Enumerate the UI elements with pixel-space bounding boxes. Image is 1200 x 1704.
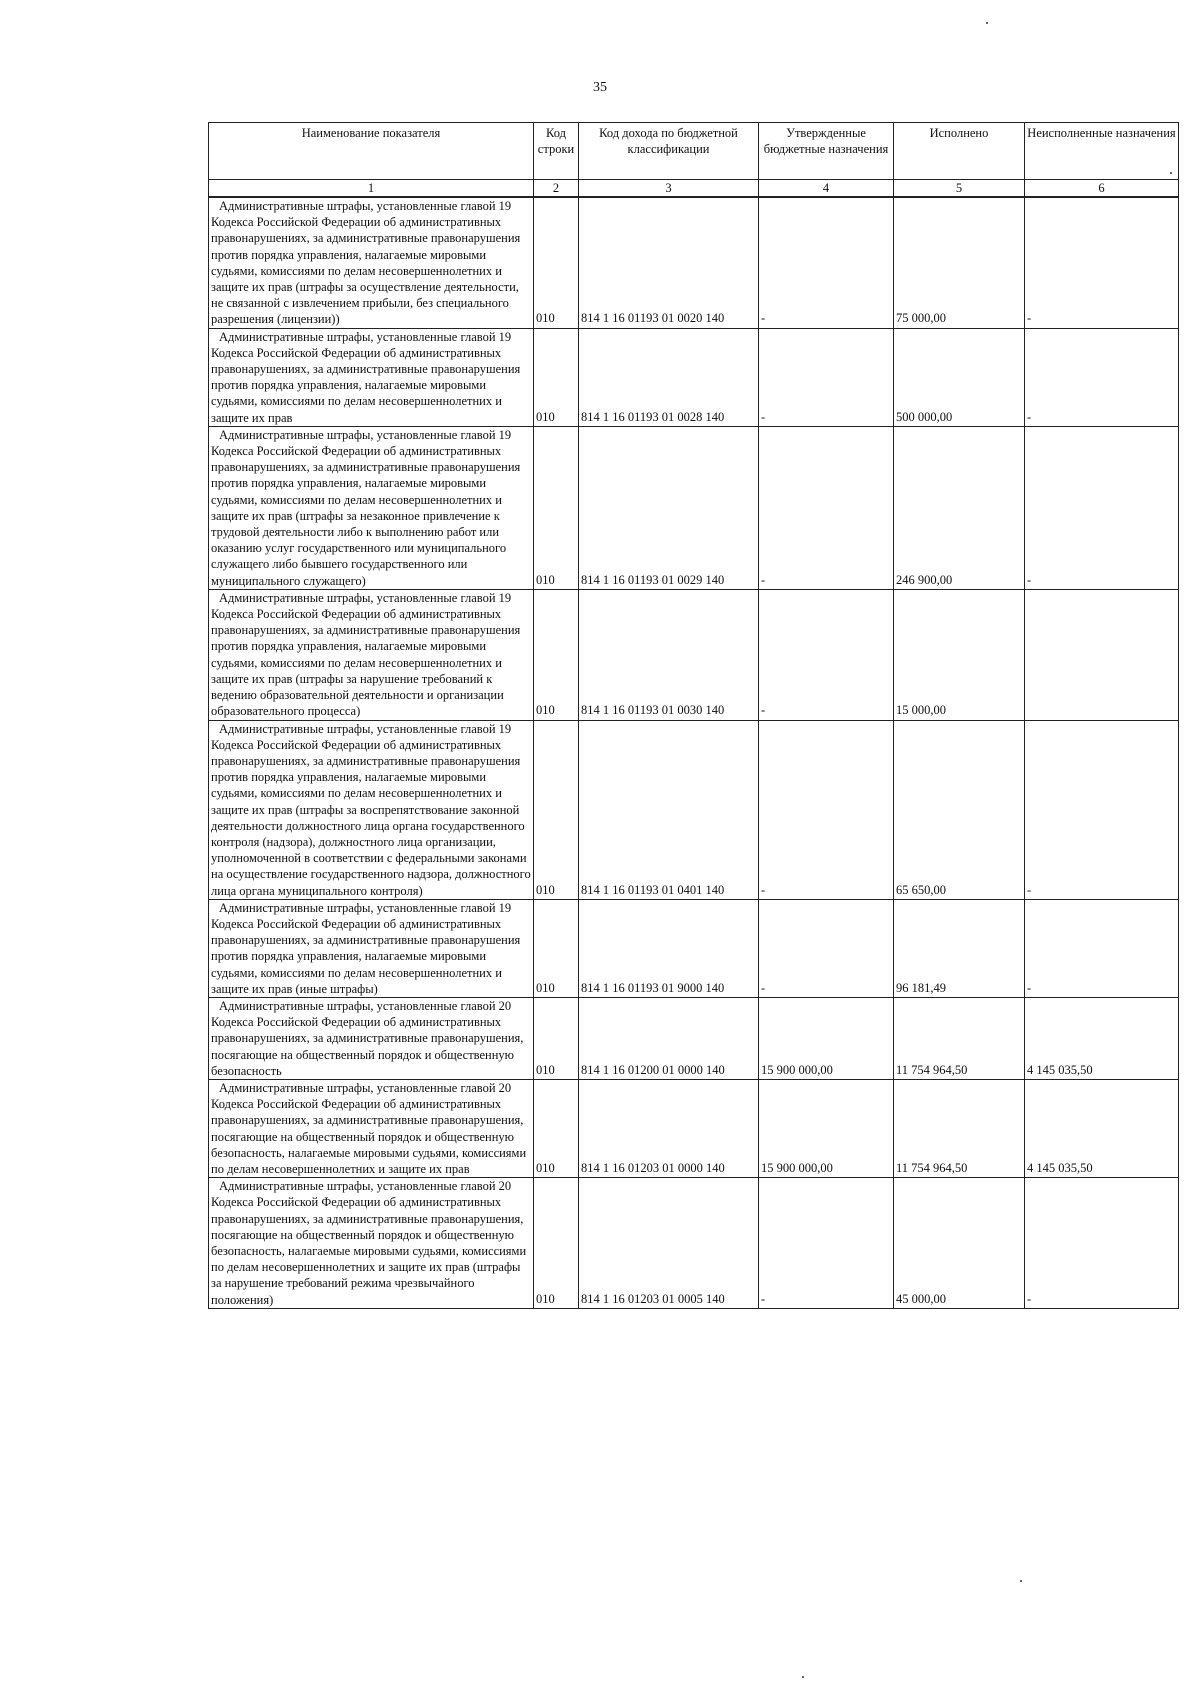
executed-cell: 246 900,00 [894, 426, 1025, 589]
indicator-name: Административные штрафы, установленные главой 19 Кодекса Российской Федерации об административных правонарушениях, за административные правонарушения против порядка управления, налагаемые мировыми судьями, комиссиями по делам несовершеннолетних и защите их прав [211, 329, 521, 425]
indicator-name-cell [209, 589, 534, 720]
unexecuted-cell: - [1025, 197, 1179, 328]
executed-cell: 500 000,00 [894, 328, 1025, 426]
unexecuted-cell: - [1025, 899, 1179, 997]
executed-cell: 45 000,00 [894, 1178, 1025, 1309]
indicator-name: Административные штрафы, установленные главой 19 Кодекса Российской Федерации об административных правонарушениях, за административные правонарушения против порядка управления, налагаемые мировыми судьями, комиссиями по делам несовершеннолетних и защите их прав (иные штрафы) [211, 900, 521, 996]
indicator-name-cell [209, 1079, 534, 1177]
column-number: 6 [1025, 180, 1179, 198]
unexecuted-cell: - [1025, 426, 1179, 589]
line-code-cell: 010 [534, 997, 579, 1079]
executed-cell: 96 181,49 [894, 899, 1025, 997]
scan-speck [986, 22, 988, 24]
approved-cell: - [759, 899, 894, 997]
income-code-cell: 814 1 16 01193 01 0028 140 [579, 328, 759, 426]
column-number: 4 [759, 180, 894, 198]
approved-cell: - [759, 1178, 894, 1309]
income-code-cell: 814 1 16 01193 01 0030 140 [579, 589, 759, 720]
column-number: 3 [579, 180, 759, 198]
scan-speck [802, 1676, 804, 1678]
unexecuted-cell: - [1025, 328, 1179, 426]
approved-cell: - [759, 426, 894, 589]
income-code-cell: 814 1 16 01203 01 0000 140 [579, 1079, 759, 1177]
indicator-name-cell [209, 426, 534, 589]
income-code-cell: 814 1 16 01193 01 0401 140 [579, 720, 759, 899]
indicator-name-cell [209, 997, 534, 1079]
column-number-row [209, 180, 1179, 198]
unexecuted-cell: 4 145 035,50 [1025, 997, 1179, 1079]
unexecuted-cell: 4 145 035,50 [1025, 1079, 1179, 1177]
indicator-name: Административные штрафы, установленные главой 20 Кодекса Российской Федерации об административных правонарушениях, за административные правонарушения, посягающие на общественный порядок и общественную безопасность, налагаемые мировыми судьями, комиссиями по делам несовершеннолетних и защите их прав (штрафы за нарушение требований режима чрезвычайного положения) [211, 1179, 527, 1307]
line-code-cell: 010 [534, 1178, 579, 1309]
line-code-cell: 010 [534, 426, 579, 589]
line-code-cell: 010 [534, 1079, 579, 1177]
table-row [209, 328, 1179, 426]
table-row [209, 720, 1179, 899]
income-code-cell: 814 1 16 01203 01 0005 140 [579, 1178, 759, 1309]
indicator-name-cell [209, 899, 534, 997]
approved-cell: - [759, 720, 894, 899]
column-number: 5 [894, 180, 1025, 198]
column-number: 2 [534, 180, 579, 198]
scan-speck [1170, 172, 1172, 174]
executed-cell: 11 754 964,50 [894, 997, 1025, 1079]
header-executed: Исполнено [894, 123, 1025, 180]
income-code-cell: 814 1 16 01193 01 9000 140 [579, 899, 759, 997]
indicator-name: Административные штрафы, установленные главой 20 Кодекса Российской Федерации об административных правонарушениях, за административные правонарушения, посягающие на общественный порядок и общественную безопасность [211, 998, 524, 1078]
approved-cell: - [759, 328, 894, 426]
table-row [209, 197, 1179, 328]
income-code-cell: 814 1 16 01200 01 0000 140 [579, 997, 759, 1079]
line-code-cell: 010 [534, 899, 579, 997]
executed-cell: 65 650,00 [894, 720, 1025, 899]
executed-cell: 11 754 964,50 [894, 1079, 1025, 1177]
header-indicator-name: Наименование показателя [209, 123, 534, 180]
table-row [209, 589, 1179, 720]
approved-cell: 15 900 000,00 [759, 1079, 894, 1177]
table-row [209, 426, 1179, 589]
line-code-cell: 010 [534, 589, 579, 720]
executed-cell: 75 000,00 [894, 197, 1025, 328]
unexecuted-cell: - [1025, 720, 1179, 899]
indicator-name: Административные штрафы, установленные главой 19 Кодекса Российской Федерации об административных правонарушениях, за административные правонарушения против порядка управления, налагаемые мировыми судьями, комиссиями по делам несовершеннолетних и защите их прав (штрафы за незаконное привлечение к трудовой деятельности либо к выполнению работ или оказанию услуг государственного или муниципального служащего либо бывшего государственного или муниципального служащего) [211, 427, 521, 588]
table-row [209, 997, 1179, 1079]
budget-execution-table [208, 122, 1179, 1309]
column-number: 1 [209, 180, 534, 198]
income-code-cell: 814 1 16 01193 01 0020 140 [579, 197, 759, 328]
header-approved: Утвержденные бюджетные назначения [759, 123, 894, 180]
approved-cell: 15 900 000,00 [759, 997, 894, 1079]
header-row [209, 123, 1179, 180]
indicator-name: Административные штрафы, установленные главой 20 Кодекса Российской Федерации об административных правонарушениях, за административные правонарушения, посягающие на общественный порядок и общественную безопасность, налагаемые мировыми судьями, комиссиями по делам несовершеннолетних и защите их прав [211, 1080, 527, 1176]
income-code-cell: 814 1 16 01193 01 0029 140 [579, 426, 759, 589]
header-line-code: Код строки [534, 123, 579, 180]
indicator-name-cell [209, 328, 534, 426]
header-income-code: Код дохода по бюджетной классификации [579, 123, 759, 180]
approved-cell: - [759, 197, 894, 328]
indicator-name-cell [209, 1178, 534, 1309]
line-code-cell: 010 [534, 197, 579, 328]
line-code-cell: 010 [534, 720, 579, 899]
line-code-cell: 010 [534, 328, 579, 426]
table-row [209, 899, 1179, 997]
table-row [209, 1178, 1179, 1309]
unexecuted-cell: - [1025, 1178, 1179, 1309]
table-row [209, 1079, 1179, 1177]
scan-speck [1020, 1580, 1022, 1582]
indicator-name: Административные штрафы, установленные главой 19 Кодекса Российской Федерации об административных правонарушениях, за административные правонарушения против порядка управления, налагаемые мировыми судьями, комиссиями по делам несовершеннолетних и защите их прав (штрафы за осуществление деятельности, не связанной с извлечением прибыли, без специального разрешения (лицензии)) [211, 199, 521, 327]
page-number: 35 [593, 80, 607, 95]
indicator-name-cell [209, 197, 534, 328]
unexecuted-cell [1025, 589, 1179, 720]
executed-cell: 15 000,00 [894, 589, 1025, 720]
header-unexecuted: Неисполненные назначения [1025, 123, 1179, 180]
indicator-name: Административные штрафы, установленные главой 19 Кодекса Российской Федерации об административных правонарушениях, за административные правонарушения против порядка управления, налагаемые мировыми судьями, комиссиями по делам несовершеннолетних и защите их прав (штрафы за воспрепятствование законной деятельности должностного лица органа государственного контроля (надзора), должностного лица организации, уполномоченной в соответствии с федеральными законами на осуществление государственного надзора, должностного лица органа муниципального контроля) [211, 721, 531, 898]
indicator-name-cell [209, 720, 534, 899]
indicator-name: Административные штрафы, установленные главой 19 Кодекса Российской Федерации об административных правонарушениях, за административные правонарушения против порядка управления, налагаемые мировыми судьями, комиссиями по делам несовершеннолетних и защите их прав (штрафы за нарушение требований к ведению образовательной деятельности и организации образовательного процесса) [211, 590, 521, 719]
approved-cell: - [759, 589, 894, 720]
